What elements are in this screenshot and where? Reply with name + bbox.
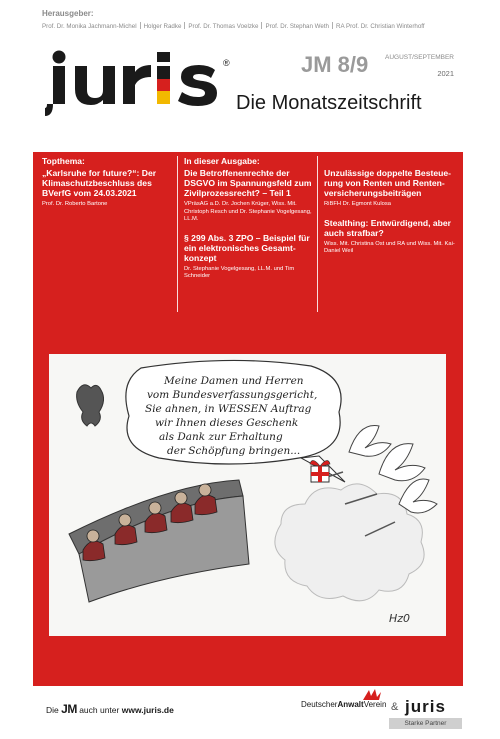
issue-heading: In dieser Ausgabe: xyxy=(184,156,260,166)
separator xyxy=(184,22,185,29)
topthema-heading: Topthema: xyxy=(42,156,85,166)
juris-small-logo: juris xyxy=(405,697,446,716)
red-content-panel xyxy=(33,152,463,686)
speech-line: der Schöpfung bringen... xyxy=(167,445,301,457)
cartoon-illustration xyxy=(49,354,446,636)
article-title: Unzulässige doppelte Besteuerung von Renten und Rentenversicherungsbeiträgen xyxy=(324,168,452,198)
website-link[interactable]: www.juris.de xyxy=(121,705,174,715)
dav-part-1: Deutscher xyxy=(301,700,338,709)
speech-line: Meine Damen und Herren xyxy=(164,375,304,387)
publisher-name: Prof. Dr. Stephan Weth xyxy=(265,23,329,30)
in-this-issue-column xyxy=(177,156,318,312)
dav-part-2: Anwalt xyxy=(337,700,364,709)
issue-month: AUGUST/SEPTEMBER xyxy=(385,54,454,61)
footer-prefix: Die xyxy=(46,705,59,715)
article-authors: Wiss. Mit. Christina Ost und RA und Wiss. Mit. Kai-Daniel Weil xyxy=(324,240,455,254)
publisher-name: Prof. Dr. Monika Jachmann-Michel xyxy=(42,23,137,30)
partner-badge: Starke Partner xyxy=(389,718,462,729)
topthema-column xyxy=(42,156,167,218)
magazine-subtitle: Die Monatszeitschrift xyxy=(236,92,422,114)
issue-year: 2021 xyxy=(437,69,454,78)
publisher-name: Holger Radke xyxy=(143,23,182,30)
publishers-list xyxy=(42,22,425,30)
issue-number: JM 8/9 xyxy=(301,52,369,77)
dav-part-3: Verein xyxy=(363,700,387,709)
article-title: § 299 Abs. 3 ZPO – Beispiel für ein elektronisches Gesamtkonzept xyxy=(184,232,310,263)
footer-middle: auch unter xyxy=(79,705,120,715)
publisher-name: RA Prof. Dr. Christian Winterhoff xyxy=(335,23,425,30)
article-authors: RiBFH Dr. Egmont Kulosa xyxy=(324,201,392,207)
registered-mark: ® xyxy=(223,58,230,68)
separator xyxy=(261,22,262,29)
article-authors: VPräsAG a.D. Dr. Jochen Krüger, Wiss. Mit. Christoph Resch und Dr. Stephanie Vogelgesang, LL.M. xyxy=(184,201,312,222)
cover-cartoon xyxy=(49,354,446,636)
dav-logo xyxy=(301,700,386,709)
speech-line: als Dank zur Erhaltung xyxy=(159,431,283,443)
juris-logo-graphic xyxy=(45,48,245,118)
article-title: Stealthing: Entwürdigend, aber auch strafbar? xyxy=(324,217,452,238)
speech-line: vom Bundesverfassungsgericht, xyxy=(147,389,318,401)
dav-eagle-icon xyxy=(361,688,383,702)
topthema-author: Prof. Dr. Roberto Bartone xyxy=(42,201,108,207)
separator xyxy=(332,22,333,29)
spacer xyxy=(324,156,464,168)
article-title: Die Betroffenenrechte der DSGVO im Spannungsfeld zum Zivilprozessrecht? – Teil 1 xyxy=(184,168,312,198)
separator xyxy=(140,22,141,29)
cover xyxy=(33,0,463,739)
footer-jm: JM xyxy=(61,702,77,716)
topthema-title: „Karlsruhe for future?“: Der Klimaschutzbeschluss des BVerfG vom 24.03.2021 xyxy=(42,168,157,198)
speech-line: Sie ahnen, in WESSEN Auftrag xyxy=(145,403,312,415)
speech-line: wir Ihnen dieses Geschenk xyxy=(155,417,299,429)
right-article-column xyxy=(317,156,464,312)
publisher-name: Prof. Dr. Thomas Voelzke xyxy=(188,23,259,30)
artist-signature: Hz0 xyxy=(389,612,411,625)
juris-logo xyxy=(45,48,245,118)
footer-website-note xyxy=(46,702,174,716)
publishers-label: Herausgeber: xyxy=(42,9,94,18)
article-authors: Dr. Stephanie Vogelgesang, LL.M. und Tim Schneider xyxy=(184,265,295,279)
ampersand: & xyxy=(391,701,399,713)
